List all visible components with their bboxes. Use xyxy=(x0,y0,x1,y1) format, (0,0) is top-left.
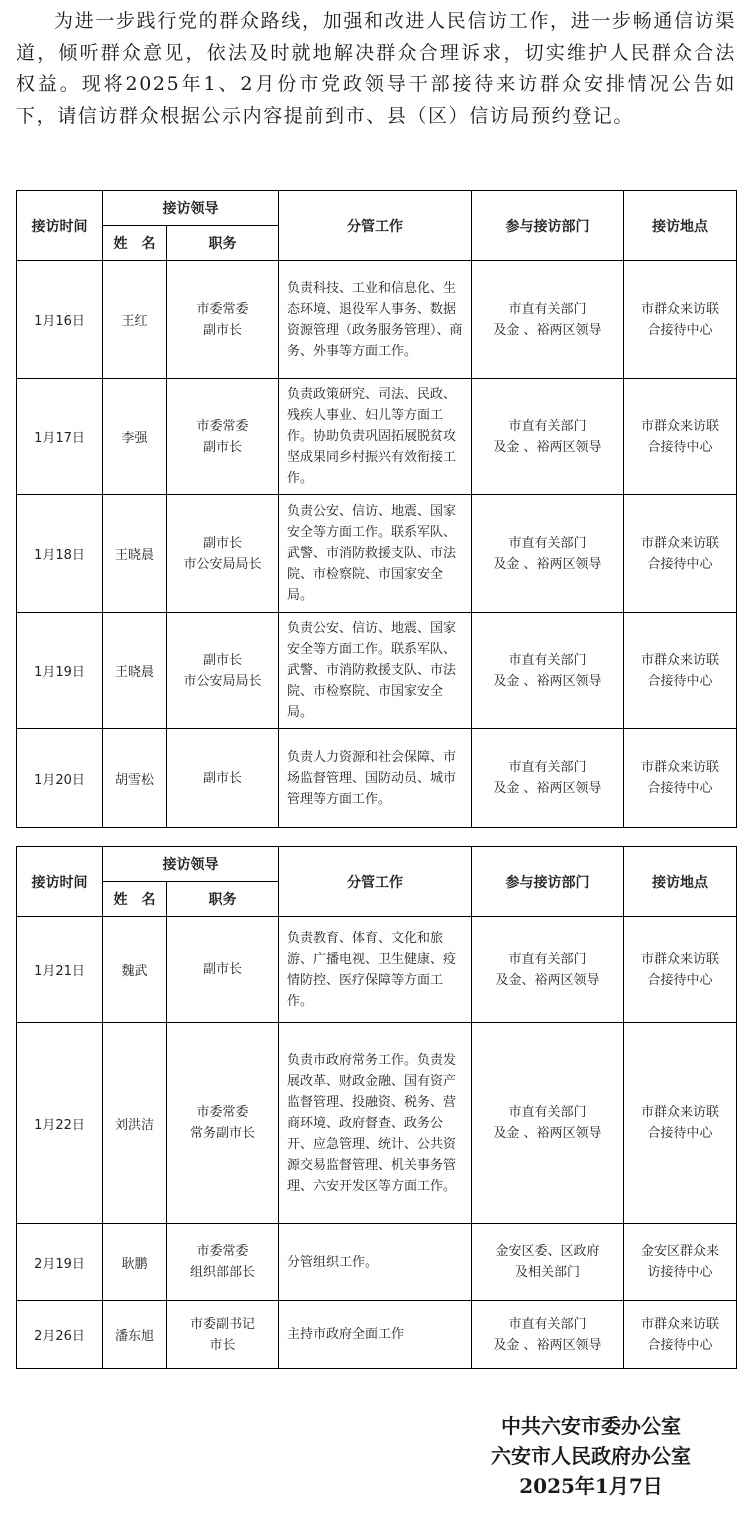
signature-block xyxy=(491,1411,691,1501)
issuer-party-office: 中共六安市委办公室 xyxy=(501,1414,681,1438)
visit-date: 1月20日 xyxy=(17,729,103,828)
participating-departments: 金安区委、区政府 及相关部门 xyxy=(472,1224,624,1301)
header-leader: 接访领导 xyxy=(103,191,279,226)
visit-date: 1月22日 xyxy=(17,1023,103,1224)
leader-name: 耿鹏 xyxy=(103,1224,167,1301)
visit-date: 1月21日 xyxy=(17,917,103,1023)
duty-scope: 分管组织工作。 xyxy=(279,1224,472,1301)
leader-position: 市委常委 副市长 xyxy=(167,261,279,379)
leader-position: 市委常委 副市长 xyxy=(167,379,279,495)
table-row xyxy=(17,261,737,379)
header-name: 姓 名 xyxy=(103,226,167,261)
leader-name: 魏武 xyxy=(103,917,167,1023)
header-time: 接访时间 xyxy=(17,847,103,917)
duty-scope: 主持市政府全面工作 xyxy=(279,1301,472,1369)
participating-departments: 市直有关部门 及金 、裕两区领导 xyxy=(472,495,624,613)
header-time: 接访时间 xyxy=(17,191,103,261)
visit-location: 市群众来访联 合接待中心 xyxy=(624,729,737,828)
visit-date: 1月16日 xyxy=(17,261,103,379)
header-dept: 参与接访部门 xyxy=(472,847,624,917)
issue-date: 2025年1月7日 xyxy=(519,1474,663,1498)
participating-departments: 市直有关部门 及金 、裕两区领导 xyxy=(472,729,624,828)
table-row xyxy=(17,495,737,613)
table-row xyxy=(17,729,737,828)
participating-departments: 市直有关部门 及金 、裕两区领导 xyxy=(472,613,624,729)
schedule-table-1 xyxy=(16,190,737,828)
duty-scope: 负责市政府常务工作。负责发展改革、财政金融、国有资产监督管理、投融资、税务、营商环境、政府督查、政务公开、应急管理、统计、公共资源交易监督管理、机关事务管理、六安开发区等方面工作。 xyxy=(279,1023,472,1224)
visit-date: 1月18日 xyxy=(17,495,103,613)
visit-location: 市群众来访联 合接待中心 xyxy=(624,261,737,379)
duty-scope: 负责公安、信访、地震、国家安全等方面工作。联系军队、武警、市消防救援支队、市法院、市检察院、市国家安全局。 xyxy=(279,495,472,613)
duty-scope: 负责政策研究、司法、民政、残疾人事业、妇儿等方面工作。协助负责巩固拓展脱贫攻坚成果同乡村振兴有效衔接工作。 xyxy=(279,379,472,495)
header-name: 姓 名 xyxy=(103,882,167,917)
leader-name: 王红 xyxy=(103,261,167,379)
intro-paragraph: 为进一步践行党的群众路线，加强和改进人民信访工作，进一步畅通信访渠道，倾听群众意见，依法及时就地解决群众合理诉求，切实维护人民群众合法权益。现将2025年1、2月份市党政领导干部接待来访群众安排情况公告如下，请信访群众根据公示内容提前到市、县（区）信访局预约登记。 xyxy=(16,10,736,127)
duty-scope: 负责人力资源和社会保障、市场监督管理、国防动员、城市管理等方面工作。 xyxy=(279,729,472,828)
leader-name: 王晓晨 xyxy=(103,495,167,613)
header-leader: 接访领导 xyxy=(103,847,279,882)
issuer-government-office: 六安市人民政府办公室 xyxy=(491,1444,691,1468)
header-position: 职务 xyxy=(167,882,279,917)
leader-name: 刘洪洁 xyxy=(103,1023,167,1224)
duty-scope: 负责科技、工业和信息化、生态环境、退役军人事务、数据资源管理（政务服务管理）、商务、外事等方面工作。 xyxy=(279,261,472,379)
header-position: 职务 xyxy=(167,226,279,261)
header-duty: 分管工作 xyxy=(279,847,472,917)
table-row xyxy=(17,379,737,495)
header-place: 接访地点 xyxy=(624,847,737,917)
visit-date: 2月19日 xyxy=(17,1224,103,1301)
participating-departments: 市直有关部门 及金 、裕两区领导 xyxy=(472,379,624,495)
header-dept: 参与接访部门 xyxy=(472,191,624,261)
leader-position: 副市长 xyxy=(167,729,279,828)
participating-departments: 市直有关部门 及金 、裕两区领导 xyxy=(472,1301,624,1369)
header-duty: 分管工作 xyxy=(279,191,472,261)
visit-date: 2月26日 xyxy=(17,1301,103,1369)
visit-location: 市群众来访联 合接待中心 xyxy=(624,1023,737,1224)
participating-departments: 市直有关部门 及金 、裕两区领导 xyxy=(472,261,624,379)
duty-scope: 负责公安、信访、地震、国家安全等方面工作。联系军队、武警、市消防救援支队、市法院、市检察院、市国家安全局。 xyxy=(279,613,472,729)
participating-departments: 市直有关部门 及金、裕两区领导 xyxy=(472,917,624,1023)
table-row xyxy=(17,613,737,729)
table-row xyxy=(17,1301,737,1369)
table-row xyxy=(17,1224,737,1301)
visit-location: 市群众来访联 合接待中心 xyxy=(624,613,737,729)
leader-position: 市委副书记 市长 xyxy=(167,1301,279,1369)
leader-name: 潘东旭 xyxy=(103,1301,167,1369)
schedule-table-2 xyxy=(16,846,737,1369)
header-place: 接访地点 xyxy=(624,191,737,261)
leader-name: 王晓晨 xyxy=(103,613,167,729)
leader-position: 副市长 市公安局局长 xyxy=(167,495,279,613)
duty-scope: 负责教育、体育、文化和旅游、广播电视、卫生健康、疫情防控、医疗保障等方面工作。 xyxy=(279,917,472,1023)
visit-location: 市群众来访联 合接待中心 xyxy=(624,1301,737,1369)
leader-position: 市委常委 常务副市长 xyxy=(167,1023,279,1224)
leader-name: 李强 xyxy=(103,379,167,495)
leader-name: 胡雪松 xyxy=(103,729,167,828)
leader-position: 副市长 xyxy=(167,917,279,1023)
visit-location: 市群众来访联 合接待中心 xyxy=(624,495,737,613)
visit-date: 1月19日 xyxy=(17,613,103,729)
table-row xyxy=(17,1023,737,1224)
visit-date: 1月17日 xyxy=(17,379,103,495)
visit-location: 市群众来访联 合接待中心 xyxy=(624,917,737,1023)
leader-position: 副市长 市公安局局长 xyxy=(167,613,279,729)
leader-position: 市委常委 组织部部长 xyxy=(167,1224,279,1301)
visit-location: 金安区群众来 访接待中心 xyxy=(624,1224,737,1301)
table-row xyxy=(17,917,737,1023)
visit-location: 市群众来访联 合接待中心 xyxy=(624,379,737,495)
participating-departments: 市直有关部门 及金 、裕两区领导 xyxy=(472,1023,624,1224)
